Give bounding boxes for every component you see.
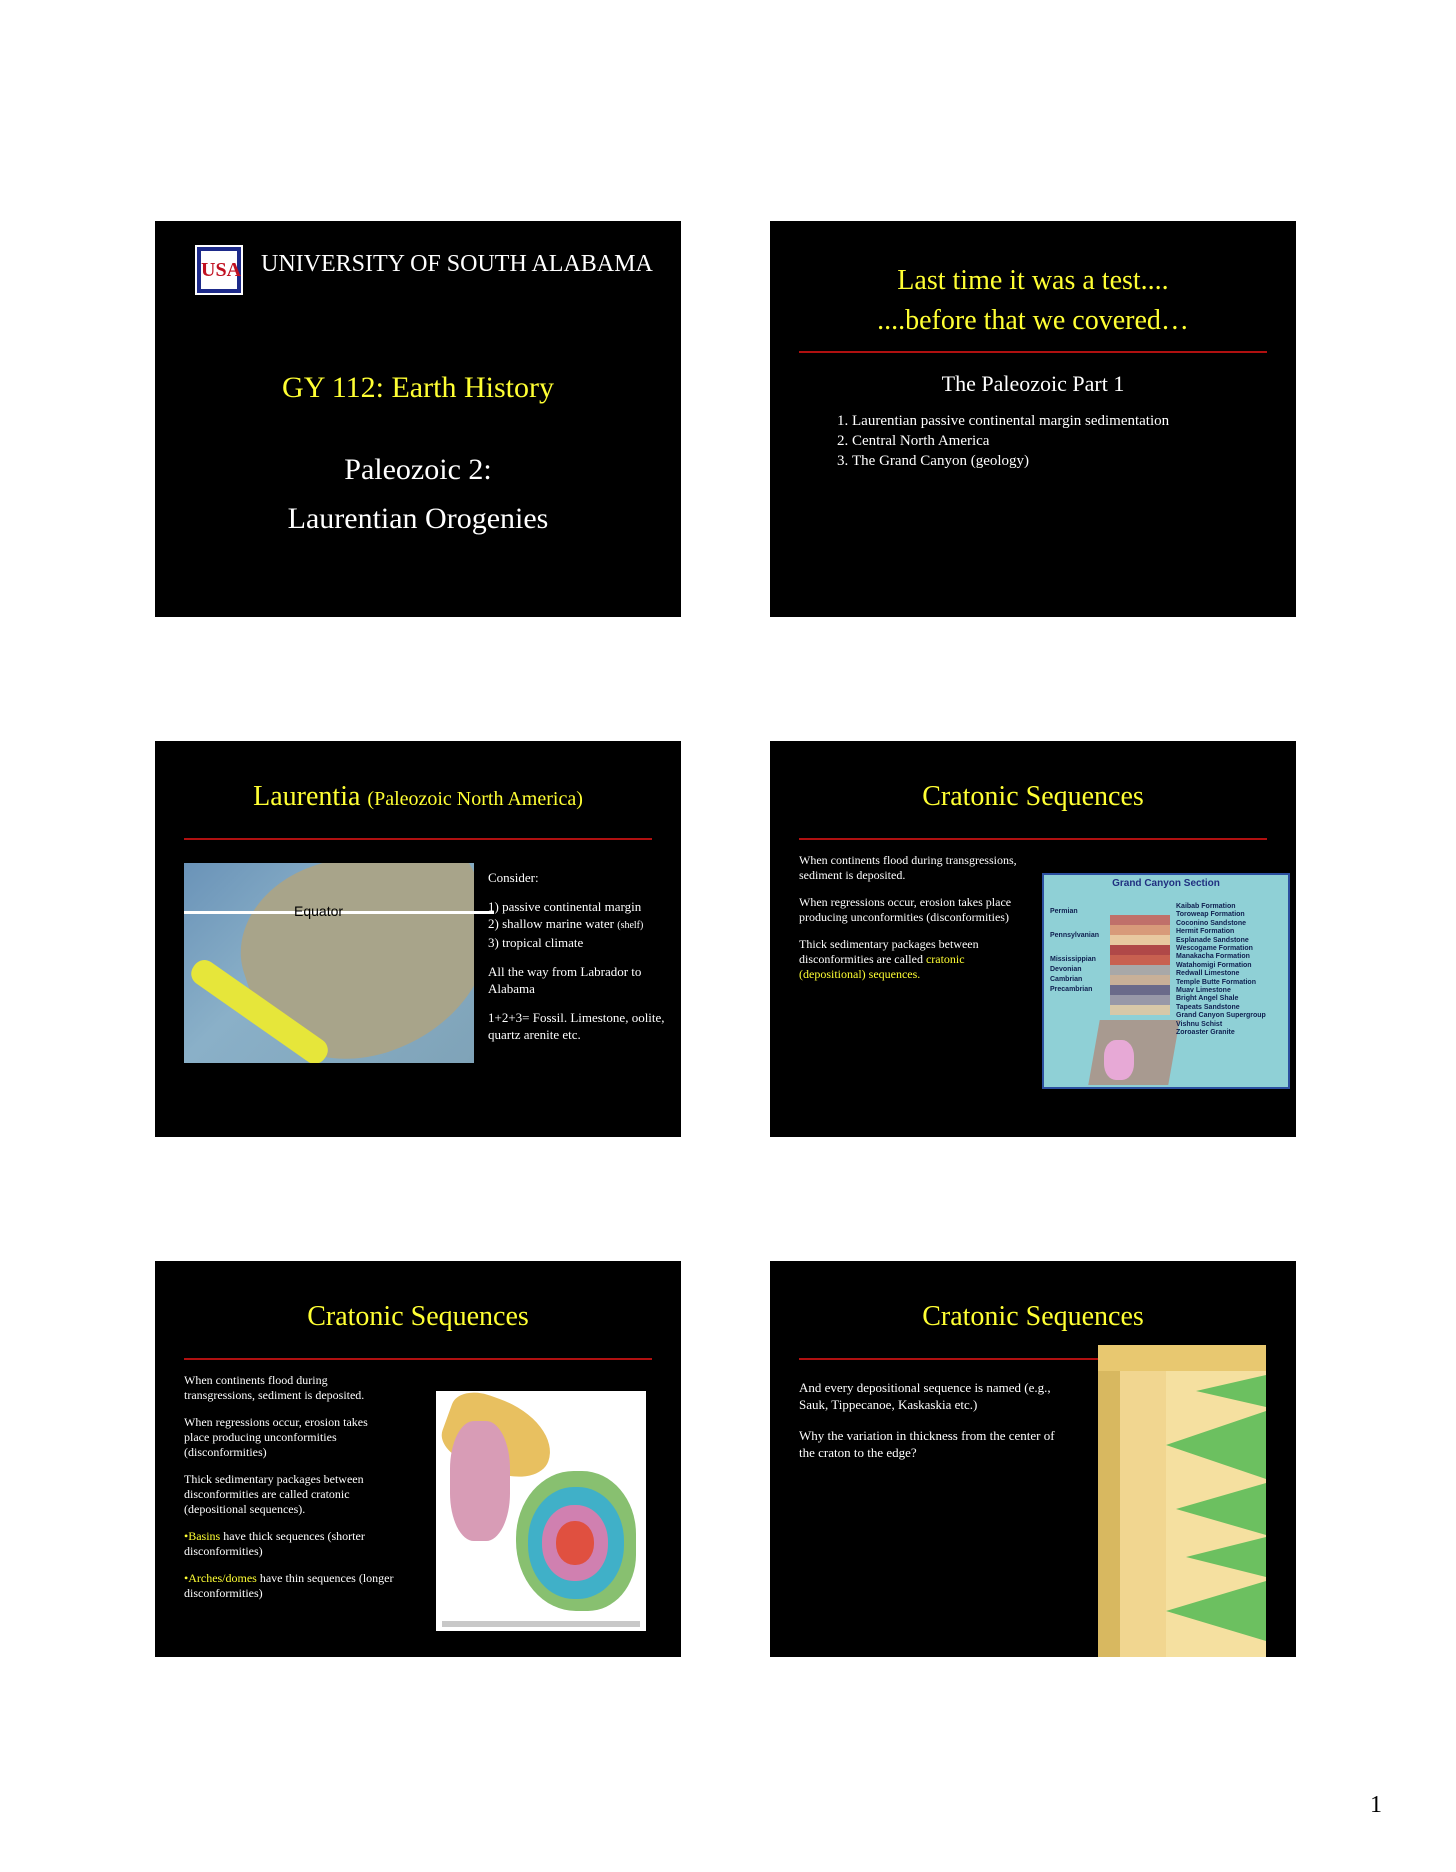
highlight-text: •Arches/domes: [184, 1571, 257, 1585]
page-number: 1: [1370, 1792, 1382, 1818]
formation-label: Coconino Sandstone: [1176, 919, 1246, 927]
formation-label: Watahomigi Formation: [1176, 961, 1252, 969]
slide-title-line2: ....before that we covered…: [877, 305, 1189, 336]
title-divider: [799, 838, 1267, 840]
era-labels: [1050, 907, 1099, 995]
era-label: Cambrian: [1050, 976, 1083, 983]
formation-label: Zoroaster Granite: [1176, 1029, 1235, 1037]
paragraph: have thick sequences (shorter disconformities): [184, 1529, 365, 1558]
formation-label: Manakacha Formation: [1176, 953, 1250, 961]
formation-label: Wescogame Formation: [1176, 945, 1253, 953]
formation-list: [1176, 903, 1266, 1038]
paragraph: When regressions occur, erosion takes place producing unconformities (disconformities): [799, 895, 1012, 924]
shelf-note: (shelf): [617, 920, 644, 931]
strata-column: [1110, 915, 1170, 1015]
slide-1-title: [155, 221, 681, 617]
formation-label: Grand Canyon Supergroup: [1176, 1012, 1266, 1020]
highlight-text: •Basins: [184, 1529, 221, 1543]
slide-title-line1: Last time it was a test....: [897, 265, 1169, 296]
consider-text: [488, 869, 673, 1055]
title-paren: (Paleozoic North America): [367, 788, 583, 810]
era-label: Permian: [1050, 908, 1078, 915]
formation-label: Bright Angel Shale: [1176, 995, 1239, 1003]
slide-6-cratonic: [770, 1261, 1296, 1657]
slide-subtitle: The Paleozoic Part 1: [941, 371, 1125, 396]
paragraph: Thick sedimentary packages between disconformities are called: [799, 937, 979, 966]
paragraph: When regressions occur, erosion takes place producing unconformities (disconformities): [184, 1415, 368, 1459]
formation-label: Vishnu Schist: [1176, 1020, 1223, 1028]
point-3: 3) tropical climate: [488, 935, 584, 950]
slide-5-cratonic: [155, 1261, 681, 1657]
equator-label: Equator: [294, 903, 344, 919]
slide-body: [799, 1379, 1059, 1475]
usa-logo-icon: USA: [195, 245, 243, 295]
michigan-basin-map: [436, 1391, 646, 1631]
slide-3-laurentia: [155, 741, 681, 1137]
era-label: Mississippian: [1050, 956, 1096, 963]
sum-text: 1+2+3= Fossil. Limestone, oolite, quartz arenite etc.: [488, 1010, 665, 1042]
formation-label: Esplanade Sandstone: [1176, 936, 1249, 944]
paragraph: Why the variation in thickness from the center of the craton to the edge?: [799, 1428, 1055, 1460]
list-item: 3. The Grand Canyon (geology): [852, 451, 1182, 471]
formation-label: Tapeats Sandstone: [1176, 1003, 1240, 1011]
title-divider: [799, 351, 1267, 353]
figure-title: Grand Canyon Section: [1112, 878, 1220, 889]
formation-label: Kaibab Formation: [1176, 903, 1236, 910]
formation-label: Redwall Limestone: [1176, 970, 1240, 978]
highlight-text: cratonic (depositional) sequences.: [799, 952, 965, 981]
title-main: Laurentia: [253, 781, 361, 812]
title-divider: [184, 838, 652, 840]
paragraph: Thick sedimentary packages between disconformities are called cratonic (depositional sequences).: [184, 1472, 364, 1516]
formation-label: Temple Butte Formation: [1176, 978, 1256, 986]
slide-title: [155, 781, 681, 813]
formation-label: Hermit Formation: [1176, 928, 1235, 936]
topic-list: [828, 411, 1182, 471]
paragraph: have thin sequences (longer disconformities): [184, 1571, 394, 1600]
era-label: Precambrian: [1050, 986, 1093, 993]
slide-body: [184, 1373, 394, 1613]
lecture-title-line2: Laurentian Orogenies: [287, 502, 549, 535]
sequence-chart-figure: [1098, 1345, 1266, 1657]
slide-4-cratonic: [770, 741, 1296, 1137]
slide-2-review: [770, 221, 1296, 617]
slide-title: Cratonic Sequences: [922, 781, 1144, 812]
formation-label: Toroweap Formation: [1176, 911, 1245, 919]
extent-text: All the way from Labrador to Alabama: [488, 964, 642, 996]
point-2: 2) shallow marine water: [488, 916, 614, 931]
slide-title: Cratonic Sequences: [922, 1301, 1144, 1332]
consider-label: Consider:: [488, 870, 539, 885]
point-1: 1) passive continental margin: [488, 899, 642, 914]
lecture-title-line1: Paleozoic 2:: [344, 453, 492, 486]
era-label: Pennsylvanian: [1050, 932, 1100, 939]
slide-title: Cratonic Sequences: [307, 1301, 529, 1332]
list-item: 1. Laurentian passive continental margin sedimentation: [852, 411, 1182, 431]
title-divider: [184, 1358, 652, 1360]
course-title: GY 112: Earth History: [282, 371, 554, 404]
slide-body: [799, 853, 1019, 994]
list-item: 2. Central North America: [852, 431, 1182, 451]
grand-canyon-figure: [1042, 873, 1290, 1089]
era-label: Devonian: [1050, 966, 1082, 973]
paragraph: When continents flood during transgressions, sediment is deposited.: [799, 853, 1017, 882]
paragraph: And every depositional sequence is named (e.g., Sauk, Tippecanoe, Kaskaskia etc.): [799, 1380, 1051, 1412]
paragraph: When continents flood during transgressions, sediment is deposited.: [184, 1373, 365, 1402]
title-divider: [799, 1358, 1116, 1360]
laurentia-map: [184, 863, 474, 1063]
formation-label: Muav Limestone: [1176, 987, 1231, 995]
university-name: UNIVERSITY OF SOUTH ALABAMA: [261, 251, 653, 277]
